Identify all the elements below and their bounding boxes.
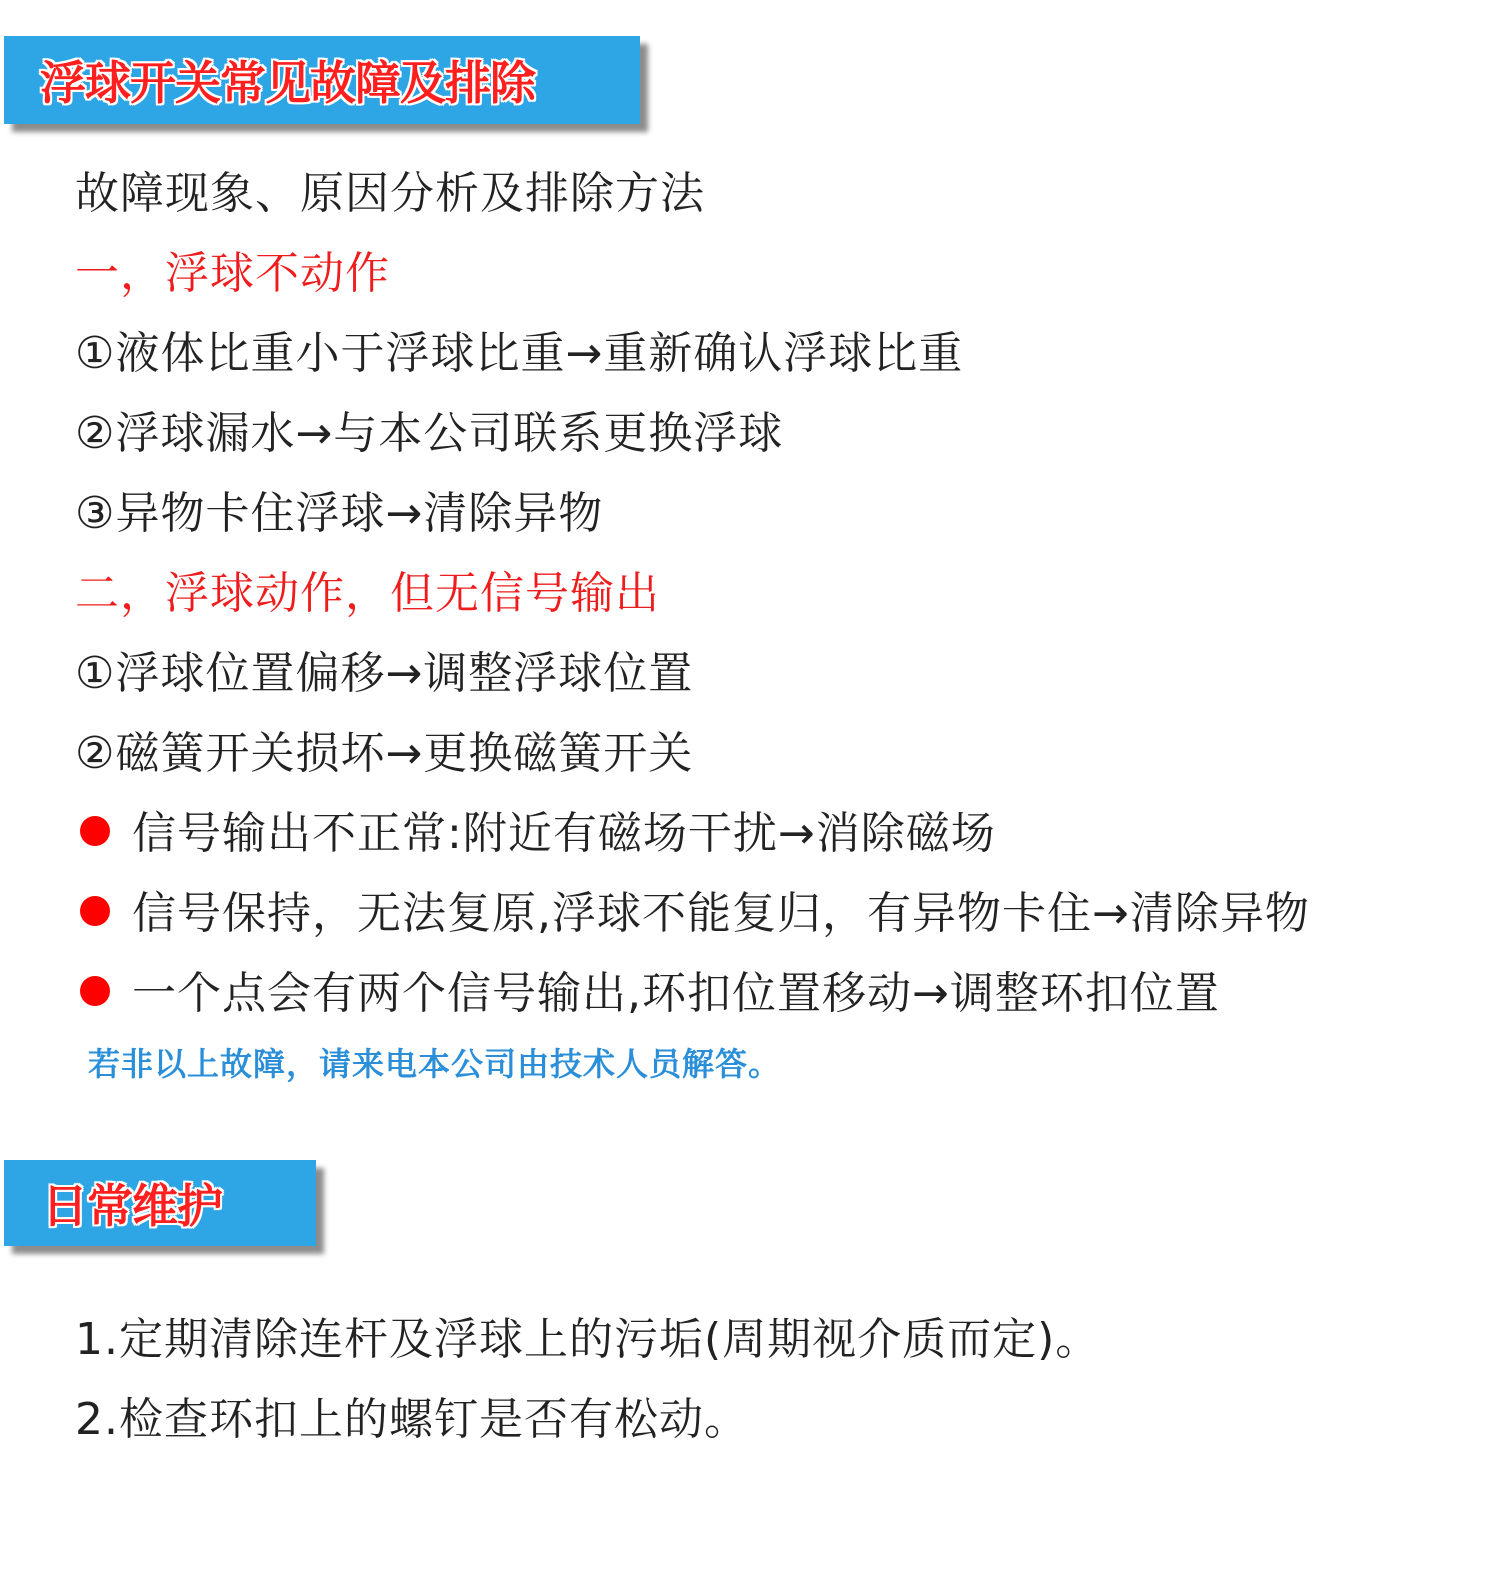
- group1-item: ①液体比重小于浮球比重→重新确认浮球比重: [75, 328, 964, 379]
- bullet-text: 信号保持，无法复原,浮球不能复归，有异物卡住→清除异物: [132, 888, 1310, 939]
- bullet-dot-icon: [80, 976, 110, 1006]
- section-title: 日常维护: [42, 1179, 222, 1233]
- bullet-item: [80, 888, 1310, 939]
- intro-text: 故障现象、原因分析及排除方法: [75, 168, 705, 219]
- group1-heading: 一，浮球不动作: [75, 248, 390, 299]
- group2-heading: 二，浮球动作，但无信号输出: [75, 568, 660, 619]
- bullet-item: [80, 968, 1220, 1019]
- section-banner-troubleshooting: [4, 36, 640, 124]
- group1-item: ③异物卡住浮球→清除异物: [75, 488, 604, 539]
- bullet-text: 一个点会有两个信号输出,环扣位置移动→调整环扣位置: [132, 968, 1220, 1019]
- maintenance-item: 1.定期清除连杆及浮球上的污垢(周期视介质而定)。: [75, 1314, 1101, 1365]
- bullet-item: [80, 808, 996, 859]
- group1-item: ②浮球漏水→与本公司联系更换浮球: [75, 408, 784, 459]
- contact-note: 若非以上故障，请来电本公司由技术人员解答。: [88, 1045, 782, 1083]
- section-title: 浮球开关常见故障及排除: [40, 56, 535, 110]
- bullet-dot-icon: [80, 816, 110, 846]
- group2-item: ②磁簧开关损坏→更换磁簧开关: [75, 728, 694, 779]
- bullet-dot-icon: [80, 896, 110, 926]
- group2-item: ①浮球位置偏移→调整浮球位置: [75, 648, 694, 699]
- maintenance-item: 2.检查环扣上的螺钉是否有松动。: [75, 1394, 749, 1445]
- section-banner-maintenance: [4, 1160, 316, 1246]
- bullet-text: 信号输出不正常:附近有磁场干扰→消除磁场: [132, 808, 996, 859]
